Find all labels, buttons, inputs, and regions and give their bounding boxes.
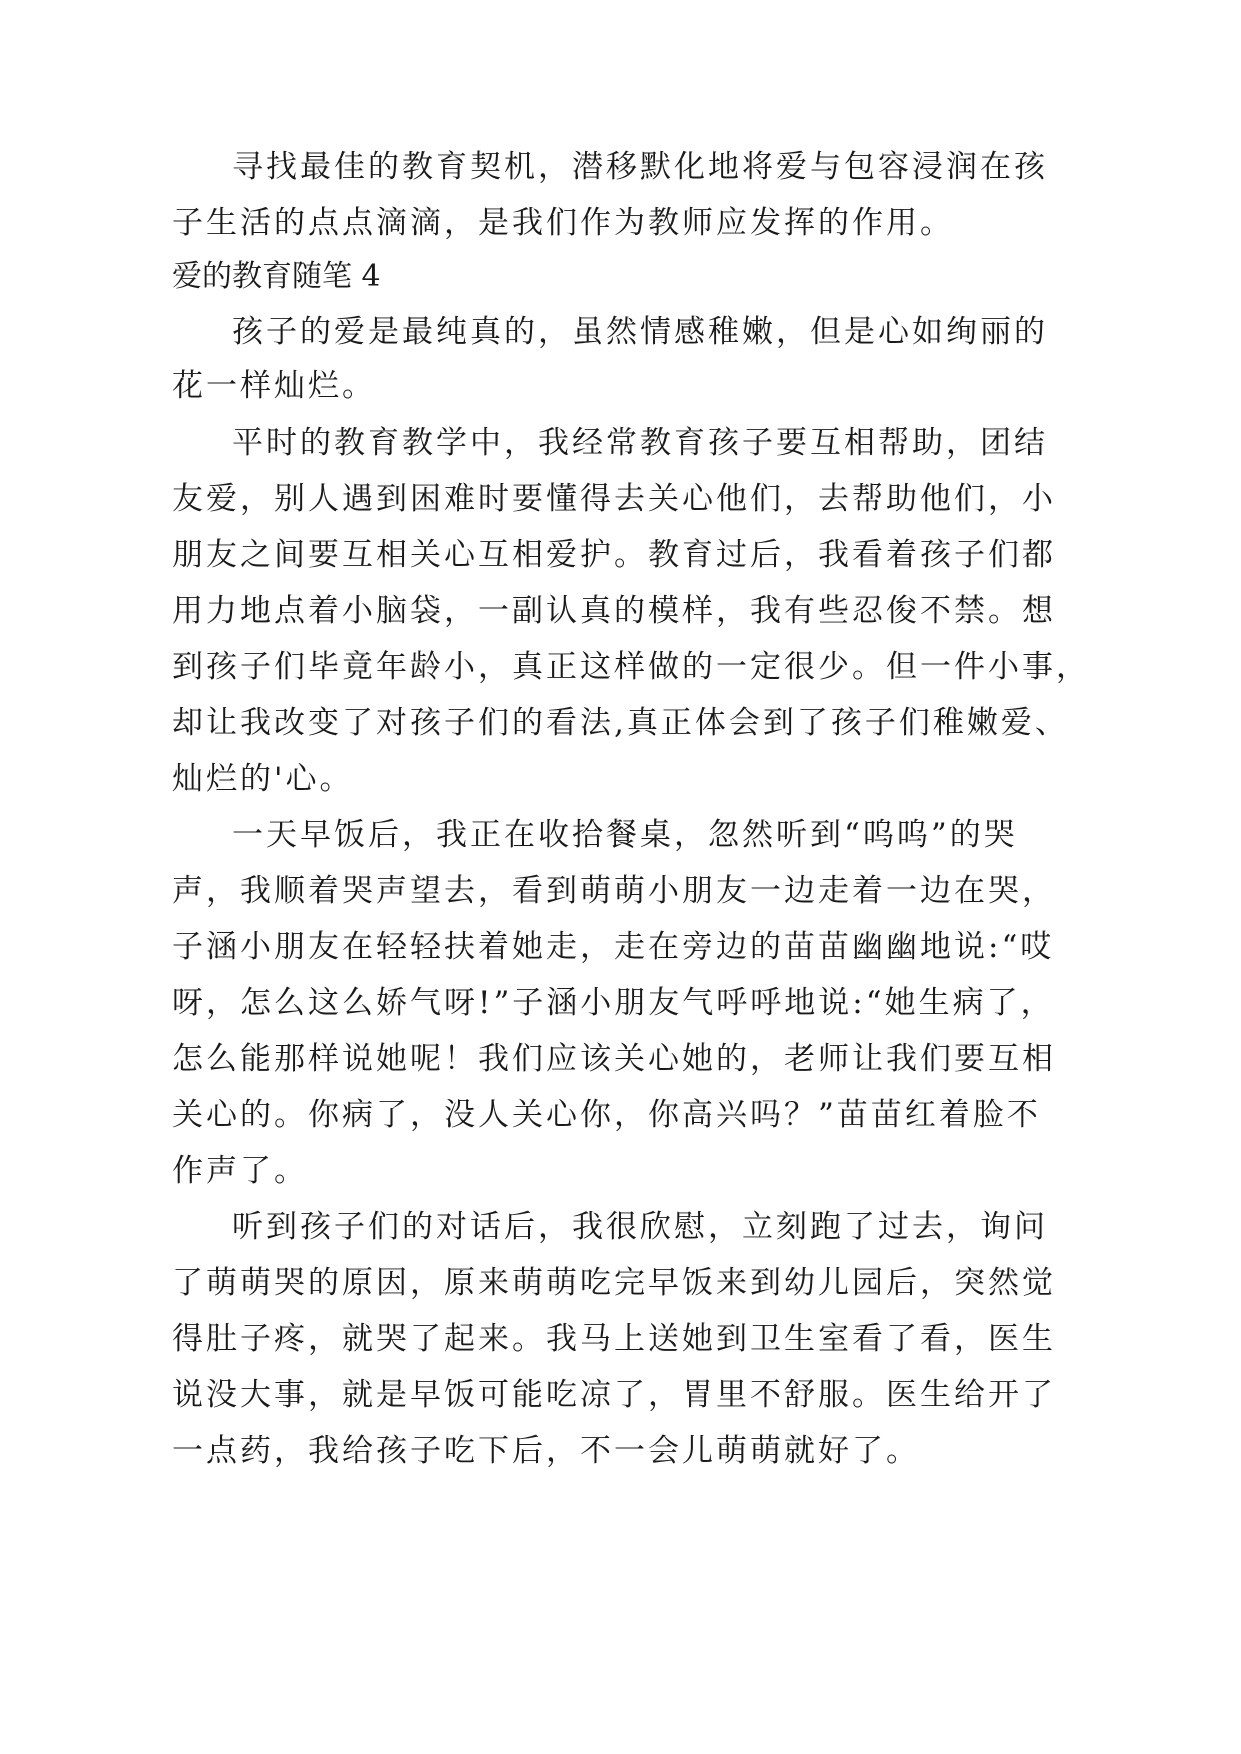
paragraph-5-line-1: 听到孩子们的对话后，我很欣慰，立刻跑了过去，询问 [232,1209,1048,1245]
paragraph-3-line-4: 用力地点着小脑袋，一副认真的模样，我有些忍俊不禁。想 [172,593,1056,629]
paragraph-4-line-2: 声，我顺着哭声望去，看到萌萌小朋友一边走着一边在哭， [172,873,1056,909]
paragraph-3-line-5: 到孩子们毕竟年龄小，真正这样做的一定很少。但一件小事， [172,649,1090,685]
paragraph-3-line-7: 灿烂的'心。 [172,761,354,797]
paragraph-5-line-5: 一点药，我给孩子吃下后，不一会儿萌萌就好了。 [172,1433,920,1469]
paragraph-1-line-2: 子生活的点点滴滴，是我们作为教师应发挥的作用。 [172,205,954,241]
paragraph-4-line-5: 怎么能那样说她呢！我们应该关心她的，老师让我们要互相 [172,1041,1056,1077]
paragraph-3-line-6: 却让我改变了对孩子们的看法,真正体会到了孩子们稚嫩爱、 [172,705,1069,741]
paragraph-3-line-1: 平时的教育教学中，我经常教育孩子要互相帮助，团结 [232,425,1048,461]
paragraph-4-line-7: 作声了。 [172,1153,308,1189]
paragraph-1-line-1: 寻找最佳的教育契机，潜移默化地将爱与包容浸润在孩 [232,149,1048,185]
paragraph-5-line-2: 了萌萌哭的原因，原来萌萌吃完早饭来到幼儿园后，突然觉 [172,1265,1056,1301]
paragraph-5-line-4: 说没大事，就是早饭可能吃凉了，胃里不舒服。医生给开了 [172,1377,1056,1413]
paragraph-3-line-3: 朋友之间要互相关心互相爱护。教育过后，我看着孩子们都 [172,537,1056,573]
paragraph-3-line-2: 友爱，别人遇到困难时要懂得去关心他们，去帮助他们，小 [172,481,1056,517]
paragraph-5-line-3: 得肚子疼，就哭了起来。我马上送她到卫生室看了看，医生 [172,1321,1056,1357]
paragraph-4-line-4: 呀，怎么这么娇气呀!”子涵小朋友气呼呼地说:“她生病了， [172,985,1055,1021]
paragraph-4-line-3: 子涵小朋友在轻轻扶着她走，走在旁边的苗苗幽幽地说:“哎 [172,929,1055,965]
paragraph-4-line-1: 一天早饭后，我正在收拾餐桌，忽然听到“呜呜”的哭 [232,817,1018,853]
section-heading: 爱的教育随笔 4 [172,259,381,294]
paragraph-2-line-2: 花一样灿烂。 [172,368,376,404]
paragraph-4-line-6: 关心的。你病了，没人关心你，你高兴吗？”苗苗红着脸不 [172,1097,1041,1133]
paragraph-2-line-1: 孩子的爱是最纯真的，虽然情感稚嫩，但是心如绚丽的 [232,314,1048,350]
